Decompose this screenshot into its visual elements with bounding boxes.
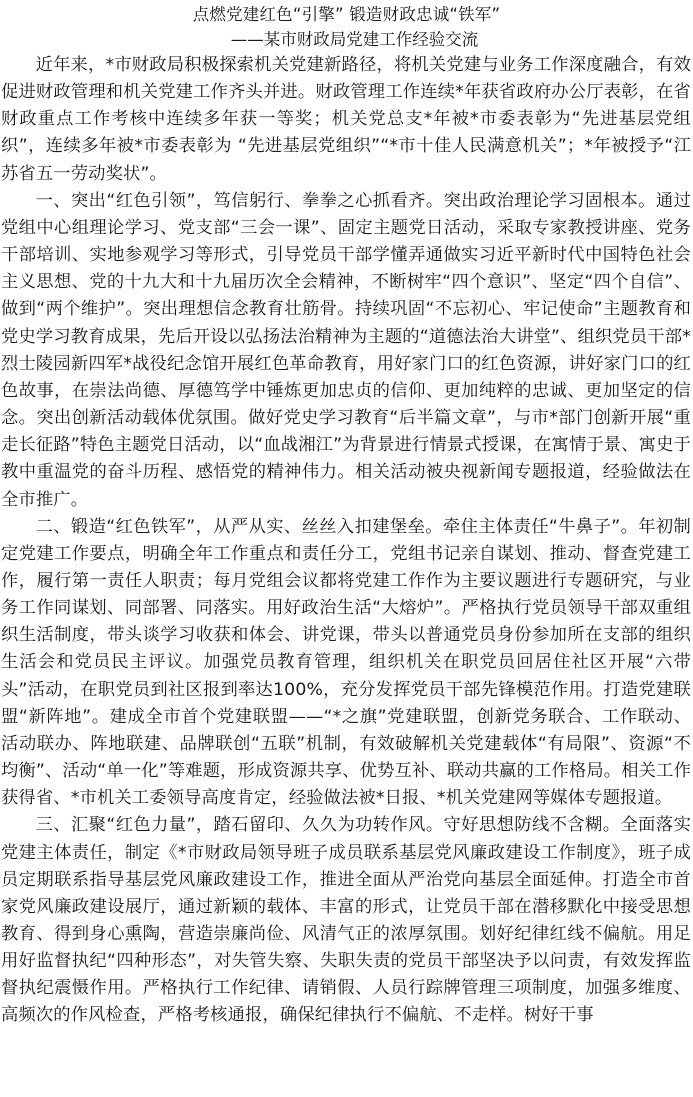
- paragraph-intro: 近年来，*市财政局积极探索机关党建新路径，将机关党建与业务工作深度融合，有效促进财政管理和机关党建工作齐头并进。财政管理工作连续*年获省政府办公厅表彰，在省财政重点工作考核中连续多年获一等奖；机关党总支*年被*市委表彰为“先进基层党组织”，连续多年被*市委表彰为 “先进基层党组织”“*市十佳人民满意机关”；*年被授予“江苏省五一劳动奖状”。: [1, 55, 691, 184]
- document-title: 点燃党建红色“引擎” 锻造财政忠诚“铁军”: [192, 5, 501, 24]
- paragraph-section-1: 一、突出“红色引领”，笃信躬行、拳拳之心抓看齐。突出政治理论学习固根本。通过党组中心组理论学习、党支部“三会一课”、固定主题党日活动，采取专家教授讲座、党务干部培训、实地参观学习等形式，引导党员干部学懂弄通做实习近平新时代中国特色社会主义思想、党的十九大和十九届历次全会精神，不断树牢“四个意识”、坚定“四个自信”、做到“两个维护”。突出理想信念教育壮筋骨。持续巩固“不忘初心、牢记使命”主题教育和党史学习教育成果，先后开设以弘扬法治精神为主题的“道德法治大讲堂”、组织党员干部*烈士陵园新四军*战役纪念馆开展红色革命教育，用好家门口的红色资源，讲好家门口的红色故事，在崇法尚德、厚德笃学中锤炼更加忠贞的信仰、更加纯粹的忠诚、更加坚定的信念。突出创新活动载体优氛围。做好党史学习教育“后半篇文章”，与市*部门创新开展“重走长征路”特色主题党日活动，以“血战湘江”为背景进行情景式授课，在寓情于景、寓史于教中重温党的奋斗历程、感悟党的精神伟力。相关活动被央视新闻专题报道，经验做法在全市推广。: [1, 190, 691, 510]
- paragraph-section-2: 二、锻造“红色铁军”，从严从实、丝丝入扣建堡垒。牵住主体责任“牛鼻子”。年初制定党建工作要点，明确全年工作重点和责任分工，党组书记亲自谋划、推动、督查党建工作，履行第一责任人职责；每月党组会议都将党建工作作为主要议题进行专题研究，与业务工作同谋划、同部署、同落实。用好政治生活“大熔炉”。严格执行党员领导干部双重组织生活制度，带头谈学习收获和体会、讲党课，带头以普通党员身份参加所在支部的组织生活会和党员民主评议。加强党员教育管理，组织机关在职党员回居住社区开展“六带头”活动，在职党员到社区报到率达100%，充分发挥党员干部先锋模范作用。打造党建联盟“新阵地”。建成全市首个党建联盟——“*之旗”党建联盟，创新党务联合、工作联动、活动联办、阵地联建、品牌联创“五联”机制，有效破解机关党建载体“有局限”、资源“不均衡”、活动“单一化”等难题，形成资源共享、优势互补、联动共赢的工作格局。相关工作获得省、*市机关工委领导高度肯定，经验做法被*日报、*机关党建网等媒体专题报道。: [1, 516, 691, 809]
- document-subtitle: ——某市财政局党建工作经验交流: [230, 30, 479, 49]
- paragraph-section-3: 三、汇聚“红色力量”，踏石留印、久久为功转作风。守好思想防线不含糊。全面落实党建主体责任，制定《*市财政局领导班子成员联系基层党风廉政建设工作制度》，班子成员定期联系指导基层党风廉政建设工作，推进全面从严治党向基层全面延伸。打造全市首家党风廉政建设展厅，通过新颖的载体、丰富的形式，让党员干部在潜移默化中接受思想教育、得到身心熏陶，营造崇廉尚俭、风清气正的浓厚氛围。划好纪律红线不偏航。用足用好监督执纪“四种形态”，对失管失察、失职失责的党员干部坚决予以问责，有效发挥监督执纪震慑作用。严格执行工作纪律、请销假、人员行踪牌管理三项制度，加强多维度、高频次的作风检查，严格考核通报，确保纪律执行不偏航、不走样。树好干事: [1, 815, 691, 1026]
